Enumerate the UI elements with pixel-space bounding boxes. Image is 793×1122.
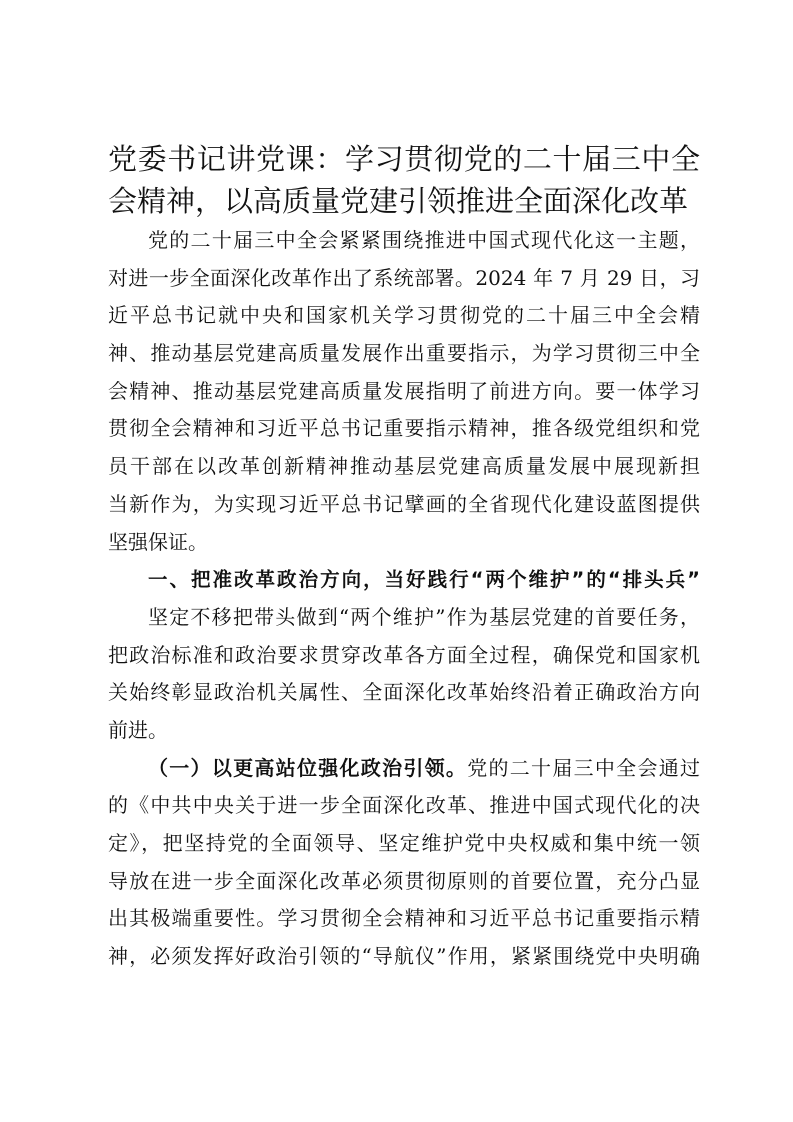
text-line: 导放在进一步全面深化改革必须贯彻原则的首要位置，充分凸显 bbox=[108, 868, 700, 893]
text-line: 出其极端重要性。学习贯彻全会精神和习近平总书记重要指示精 bbox=[108, 906, 700, 931]
text-run: 党的二十届三中全会通过 bbox=[467, 755, 700, 780]
document-page bbox=[108, 138, 700, 976]
title-line: 党委书记讲党课：学习贯彻党的二十届三中全 bbox=[108, 142, 700, 176]
section-paragraph bbox=[108, 599, 700, 750]
text-line: 把政治标准和政治要求贯穿改革各方面全过程，确保党和国家机 bbox=[108, 642, 700, 667]
subsection-heading: （一）以更高站位强化政治引领。 bbox=[148, 755, 468, 780]
text-line: 前进。 bbox=[108, 717, 168, 742]
text-line: 党的二十届三中全会紧紧围绕推进中国式现代化这一主题， bbox=[148, 228, 700, 252]
section-heading: 一、把准改革政治方向，当好践行“两个维护”的“排头兵” bbox=[148, 568, 700, 592]
title-line: 会精神，以高质量党建引领推进全面深化改革 bbox=[108, 184, 689, 218]
document-title bbox=[108, 138, 700, 222]
text-line: 贯彻全会精神和习近平总书记重要指示精神，推各级党组织和党 bbox=[108, 416, 700, 441]
text-line: 近平总书记就中央和国家机关学习贯彻党的二十届三中全会精 bbox=[108, 303, 700, 328]
text-line: 会精神、推动基层党建高质量发展指明了前进方向。要一体学习 bbox=[108, 378, 700, 403]
text-line: 对进一步全面深化改革作出了系统部署。2024 年 7 月 29 日，习 bbox=[108, 265, 700, 290]
text-line: 的《中共中央关于进一步全面深化改革、推进中国式现代化的决 bbox=[108, 793, 700, 818]
text-line: 坚强保证。 bbox=[108, 529, 208, 554]
text-line: 神、推动基层党建高质量发展作出重要指示，为学习贯彻三中全 bbox=[108, 341, 700, 366]
text-line: 定》，把坚持党的全面领导、坚定维护党中央权威和集中统一领 bbox=[108, 831, 700, 855]
text-line: 坚定不移把带头做到“两个维护”作为基层党建的首要任务， bbox=[148, 604, 700, 629]
text-line: 员干部在以改革创新精神推动基层党建高质量发展中展现新担 bbox=[108, 454, 700, 479]
text-line: 神，必须发挥好政治引领的“导航仪”作用，紧紧围绕党中央明确 bbox=[108, 944, 700, 969]
text-line bbox=[108, 750, 700, 788]
text-line: 关始终彰显政治机关属性、全面深化改革始终沿着正确政治方向 bbox=[108, 680, 700, 705]
intro-paragraph bbox=[108, 222, 700, 561]
subsection-paragraph bbox=[108, 750, 700, 976]
text-line: 当新作为，为实现习近平总书记擘画的全省现代化建设蓝图提供 bbox=[108, 491, 700, 516]
